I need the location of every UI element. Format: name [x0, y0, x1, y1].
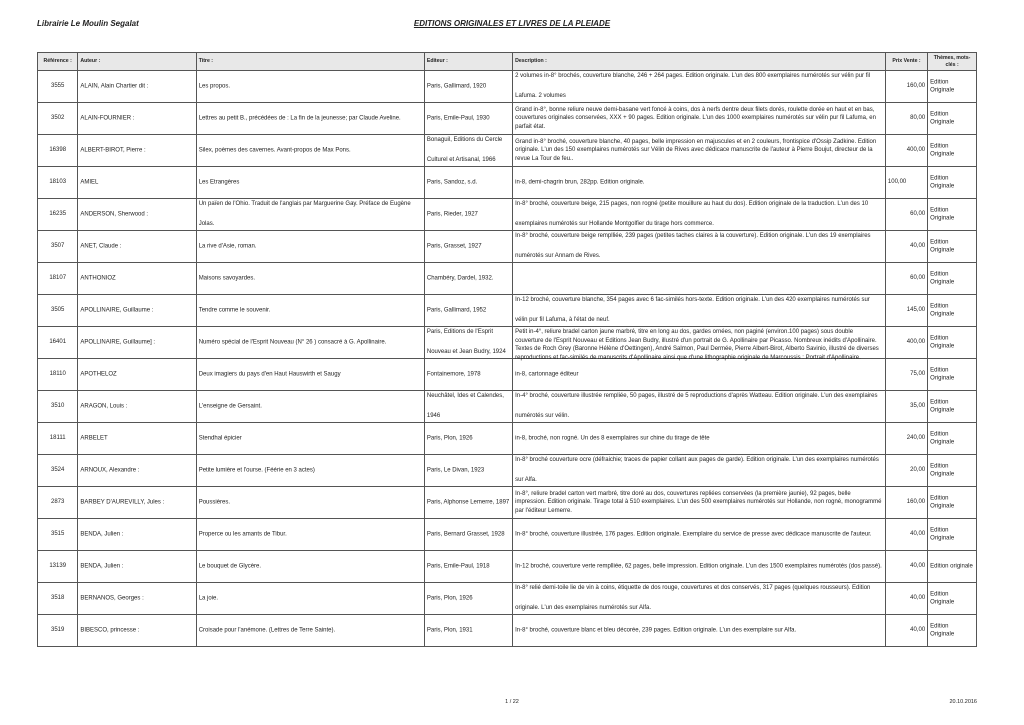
- title-cell-line: Jolas.: [198, 221, 215, 228]
- author-cell-text: ALAIN-FOURNIER :: [80, 115, 135, 122]
- themes-cell: [928, 583, 977, 615]
- themes-cell: [928, 391, 977, 423]
- price-cell: 100,00: [885, 167, 927, 199]
- publisher-cell-text: Paris, Emile-Paul, 1930: [426, 115, 490, 122]
- themes-cell-text: Edition Originale: [930, 398, 955, 414]
- description-cell: [513, 519, 886, 551]
- themes-cell-text: Edition originale: [930, 563, 973, 570]
- reference-cell: 18103: [38, 167, 78, 199]
- table-row: [38, 423, 977, 455]
- author-cell: [78, 263, 196, 295]
- themes-cell-text: Edition Originale: [930, 526, 955, 542]
- themes-cell-text: Edition Originale: [930, 622, 955, 638]
- author-cell-text: ANTHONIOZ: [80, 275, 116, 282]
- table-row: [38, 71, 977, 103]
- publisher-cell: [424, 551, 512, 583]
- description-cell-text: In-8°, reliure bradel carton vert marbré, titre doré au dos, couvertures repliées conservées (la première jaunie), 92 pages, belle impression. Edition originale. Tirage total à 510 exemplaires. L'un des 500 exemplaires numérotés sur Hollande, non rogné, monogrammé par l'éditeur Lemerre.: [515, 490, 882, 514]
- title-cell-text: Petite lumière et l'ourse. (Féérie en 3 actes): [198, 467, 315, 474]
- print-date: 20.10.2016: [949, 699, 977, 705]
- author-cell-text: BENDA, Julien :: [80, 563, 124, 570]
- themes-cell: [928, 263, 977, 295]
- author-cell: [78, 231, 196, 263]
- price-cell: 75,00: [885, 359, 927, 391]
- table-row: [38, 519, 977, 551]
- title-cell-text: Le bouquet de Glycère.: [198, 563, 262, 570]
- themes-cell-text: Edition Originale: [930, 174, 955, 190]
- themes-cell: [928, 423, 977, 455]
- publisher-cell: [424, 199, 512, 231]
- publisher-cell: [424, 231, 512, 263]
- themes-cell: [928, 199, 977, 231]
- author-cell-text: ANDERSON, Sherwood :: [80, 211, 149, 218]
- publisher-cell-line: Bonaguil, Editions du Cercle: [426, 137, 503, 143]
- price-cell: 40,00: [885, 615, 927, 647]
- description-cell: [513, 615, 886, 647]
- reference-cell: 3518: [38, 583, 78, 615]
- themes-cell-text: Edition Originale: [930, 206, 955, 222]
- author-cell: [78, 551, 196, 583]
- publisher-cell: [424, 455, 512, 487]
- title-cell-text: Deux imagiers du pays d'en Haut Hauswirth et Saugy: [198, 371, 341, 378]
- themes-cell: [928, 295, 977, 327]
- publisher-cell-text: Paris, Bernard Grasset, 1928: [426, 531, 505, 538]
- author-cell: [78, 423, 196, 455]
- description-cell-text: in-8, cartonnage éditeur: [515, 371, 579, 378]
- publisher-cell: [424, 423, 512, 455]
- price-cell: 40,00: [885, 551, 927, 583]
- themes-cell: [928, 71, 977, 103]
- author-cell-text: ARBELET: [80, 435, 108, 442]
- reference-cell: 3524: [38, 455, 78, 487]
- reference-cell: 18107: [38, 263, 78, 295]
- description-cell: [513, 327, 886, 362]
- table-row: [38, 487, 977, 519]
- reference-cell: 3505: [38, 295, 78, 327]
- publisher-cell-text: Paris, Plon, 1931: [426, 627, 473, 634]
- author-cell: [78, 135, 196, 167]
- publisher-cell-text: Paris, Rieder, 1927: [426, 211, 478, 218]
- table-row: [38, 327, 977, 359]
- author-cell-text: ALBERT-BIROT, Pierre :: [80, 147, 146, 154]
- description-cell-text: Petit in-4°, reliure bradel carton jaune marbré, titre en long au dos, gardes ornées, non paginé (environ.100 pages) sous double couverture de l'Esprit Nouveau et Editions Jean Budry, illustré d'un portrait de G. Apollinaire par Picasso. Nombreux inédits d'Apollinaire. Textes de Roch Grey (Baronne Hélène d'Oettingen), André Salmon, Paul Dermée, Pierre Albert-Birot, Alberto Savinio, illustré de diverses reproductions et fac-similés de manuscrits d'Apollinaire ainsi que d'une lithographie originale de Marcoussis : Portrait d'Apollinaire.: [515, 329, 879, 362]
- author-cell-text: APOLLINAIRE, Guillaume :: [80, 307, 154, 314]
- description-cell: [513, 295, 886, 327]
- title-cell-text: Stendhal épicier: [198, 435, 242, 442]
- author-cell-text: APOTHELOZ: [80, 371, 117, 378]
- title-cell-text: Numéro spécial de l'Esprit Nouveau (N° 26 ) consacré à G. Apollinaire.: [198, 339, 387, 346]
- title-cell: [196, 615, 424, 647]
- reference-cell: 3502: [38, 103, 78, 135]
- price-cell: 160,00: [885, 487, 927, 519]
- title-cell-text: Les propos.: [198, 83, 231, 90]
- publisher-cell-text: Paris, Sandoz, s.d.: [426, 179, 478, 186]
- column-header-publisher: Editeur :: [424, 53, 512, 71]
- table-header-row: [38, 53, 977, 71]
- publisher-cell: [424, 391, 512, 423]
- author-cell: [78, 391, 196, 423]
- title-cell: [196, 135, 424, 167]
- description-cell: [513, 455, 886, 487]
- title-cell-text: La joie.: [198, 595, 219, 602]
- title-cell-line: Un païen de l'Ohio. Traduit de l'anglais par Marguerine Gay. Préface de Eugène: [198, 201, 411, 207]
- title-cell: [196, 359, 424, 391]
- column-header-description: Description :: [513, 53, 886, 71]
- price-cell: 160,00: [885, 71, 927, 103]
- author-cell-text: BERNANOS, Georges :: [80, 595, 144, 602]
- publisher-cell-text: Chambéry, Dardel, 1932.: [426, 275, 494, 282]
- title-cell-text: L'enseigne de Gersaint.: [198, 403, 262, 410]
- author-cell: [78, 615, 196, 647]
- publisher-cell: [424, 135, 512, 167]
- publisher-cell-line: Culturel et Artisanal, 1966: [426, 157, 496, 164]
- description-cell-line: In-8° broché, couverture beige remplliée, 239 pages (petites taches claires à la couverture). Edition originale. L'un des 19 exemplaires: [515, 233, 871, 239]
- description-cell: [513, 391, 886, 423]
- table-row: [38, 231, 977, 263]
- publisher-cell-text: Paris, Grasset, 1927: [426, 243, 482, 250]
- description-cell-text: In-12 broché, couverture verte remplliée, 62 pages, belle impression. Edition originale. L'un des 1500 exemplaires numérotés (dos passé).: [515, 563, 882, 570]
- description-cell: [513, 103, 886, 135]
- publisher-cell-text: Paris, Gallimard, 1952: [426, 307, 487, 314]
- themes-cell-text: Edition Originale: [930, 270, 955, 286]
- publisher-cell-text: Paris, Gallimard, 1920: [426, 83, 487, 90]
- themes-cell: [928, 135, 977, 167]
- reference-cell: 3515: [38, 519, 78, 551]
- publisher-cell: [424, 263, 512, 295]
- title-cell: [196, 199, 424, 231]
- description-cell-line: In-4° broché, couverture illustrée rempliée, 50 pages, illustré de 5 reproductions d'après Watteau. Edition originale. L'un des exemplaires: [515, 393, 878, 399]
- publisher-cell-line: Nouveau et Jean Budry, 1924: [426, 349, 506, 356]
- title-cell: [196, 455, 424, 487]
- price-cell: 240,00: [885, 423, 927, 455]
- publisher-cell: [424, 327, 512, 359]
- themes-cell-text: Edition Originale: [930, 366, 955, 382]
- table-row: [38, 263, 977, 295]
- publisher-cell-text: Paris, Plon, 1926: [426, 595, 473, 602]
- themes-cell-text: Edition Originale: [930, 430, 955, 446]
- author-cell: [78, 71, 196, 103]
- description-cell: [513, 167, 886, 199]
- themes-cell: [928, 615, 977, 647]
- table-row: [38, 551, 977, 583]
- table-row: [38, 359, 977, 391]
- themes-cell: [928, 519, 977, 551]
- table-row: [38, 583, 977, 615]
- themes-cell: [928, 359, 977, 391]
- description-cell-text: Grand in-8° broché, couverture blanche, 40 pages, belle impression en majuscules et en 2 couleurs, frontispice d'Ossip Zadkine. Edition originale. L'un des 150 exemplaires numérotés sur Vélin de Rives avec dédicace manuscrite de l'auteur à Pierre Boujut, directeur de la revue La Tour de feu..: [515, 138, 877, 162]
- column-header-title: Titre :: [196, 53, 424, 71]
- table-row: [38, 455, 977, 487]
- description-cell: [513, 423, 886, 455]
- reference-cell: 16401: [38, 327, 78, 359]
- publisher-cell: [424, 295, 512, 327]
- title-cell-text: La rive d'Asie, roman.: [198, 243, 257, 250]
- description-cell: [513, 199, 886, 231]
- column-header-reference: Référence :: [38, 53, 78, 71]
- description-cell: [513, 71, 886, 103]
- price-cell: 40,00: [885, 519, 927, 551]
- title-cell: [196, 231, 424, 263]
- table-row: [38, 167, 977, 199]
- publisher-cell: [424, 71, 512, 103]
- themes-cell-text: Edition Originale: [930, 238, 955, 254]
- price-cell: 35,00: [885, 391, 927, 423]
- themes-cell: [928, 551, 977, 583]
- author-cell-text: BARBEY D'AUREVILLY, Jules :: [80, 499, 165, 506]
- reference-cell: 3510: [38, 391, 78, 423]
- themes-cell-text: Edition Originale: [930, 334, 955, 350]
- price-cell: 80,00: [885, 103, 927, 135]
- price-cell: 400,00: [885, 327, 927, 359]
- description-cell-line: In-8° broché, couverture beige, 215 pages, non rogné (petite mouillure au haut du dos). Edition originale de la traduction. L'un des 10: [515, 201, 869, 207]
- description-cell-line: Lafuma. 2 volumes: [515, 93, 566, 100]
- title-cell: [196, 103, 424, 135]
- themes-cell-text: Edition Originale: [930, 78, 955, 94]
- publisher-cell: [424, 487, 512, 519]
- themes-cell-text: Edition Originale: [930, 590, 955, 606]
- title-cell: [196, 71, 424, 103]
- reference-cell: 16398: [38, 135, 78, 167]
- themes-cell-text: Edition Originale: [930, 302, 955, 318]
- description-cell-line: numérotés sur vélin.: [515, 413, 570, 420]
- themes-cell-text: Edition Originale: [930, 462, 955, 478]
- themes-cell-text: Edition Originale: [930, 494, 955, 510]
- author-cell: [78, 103, 196, 135]
- themes-cell: [928, 103, 977, 135]
- publisher-cell: [424, 583, 512, 615]
- title-cell: [196, 391, 424, 423]
- publisher-cell: [424, 103, 512, 135]
- publisher-cell-line: Paris, Editions de l'Esprit: [426, 329, 494, 335]
- publisher-cell-text: Paris, Plon, 1926: [426, 435, 473, 442]
- table-row: [38, 103, 977, 135]
- reference-cell: 2873: [38, 487, 78, 519]
- column-header-themes: Thèmes, mots-clés :: [928, 53, 977, 71]
- price-cell: 400,00: [885, 135, 927, 167]
- themes-cell-text: Edition Originale: [930, 142, 955, 158]
- publisher-cell: [424, 359, 512, 391]
- title-cell-text: Silex, poèmes des cavernes. Avant-propos de Max Pons.: [198, 147, 351, 154]
- title-cell-text: Tendre comme le souvenir.: [198, 307, 271, 314]
- author-cell-text: BIBESCO, princesse :: [80, 627, 140, 634]
- author-cell-text: ANET, Claude :: [80, 243, 122, 250]
- reference-cell: 3519: [38, 615, 78, 647]
- title-cell: [196, 263, 424, 295]
- description-cell: [513, 231, 886, 263]
- reference-cell: 18110: [38, 359, 78, 391]
- publisher-cell: [424, 519, 512, 551]
- author-cell-text: APOLLINAIRE, Guillaume] :: [80, 339, 156, 346]
- author-cell-text: ALAIN, Alain Chartier dit :: [80, 83, 149, 90]
- description-cell-line: In-8° broché couverture ocre (défraichie; traces de papier collant aux pages de garde). Edition originale. L'un des exemplaires numérotés: [515, 457, 879, 463]
- publisher-cell-text: Fontainemore, 1978: [426, 371, 481, 378]
- description-cell-text: In-8° broché, couverture blanc et bleu décorée, 239 pages. Edition originale. L'un des exemplaire sur Alfa.: [515, 627, 797, 634]
- themes-cell: [928, 327, 977, 359]
- title-cell: [196, 519, 424, 551]
- description-cell: [513, 359, 886, 391]
- description-cell-text: in-8, broché, non rogné. Un des 8 exemplaires sur chine du tirage de tête: [515, 435, 710, 442]
- author-cell-text: ARAGON, Louis :: [80, 403, 128, 410]
- title-cell-text: Les Etrangères: [198, 179, 240, 186]
- author-cell: [78, 583, 196, 615]
- author-cell: [78, 519, 196, 551]
- description-cell-text: Grand in-8°, bonne reliure neuve demi-basane vert foncé à coins, dos à nerfs dentre deux filets dorés, roulette dorée en haut et en bas, couvertures originales conservées, XXX + 90 pages. Edition originale. L'un des 1000 exemplaires numérotés sur vélin pur fil Lafuma, en parfait état.: [515, 106, 876, 130]
- title-cell: [196, 423, 424, 455]
- title-cell-text: Croisade pour l'anémone. (Lettres de Terre Sainte).: [198, 627, 336, 634]
- description-cell: [513, 487, 886, 519]
- description-cell-line: In-12 broché, couverture blanche, 354 pages avec 6 fac-similés hors-texte. Edition originale. L'un des 420 exemplaires numérotés sur: [515, 297, 870, 303]
- author-cell: [78, 295, 196, 327]
- author-cell: [78, 455, 196, 487]
- title-cell-text: Maisons savoyardes.: [198, 275, 256, 282]
- title-cell: [196, 583, 424, 615]
- description-cell: [513, 583, 886, 615]
- themes-cell: [928, 487, 977, 519]
- reference-cell: 3507: [38, 231, 78, 263]
- themes-cell: [928, 231, 977, 263]
- title-cell: [196, 551, 424, 583]
- catalogue-table: [37, 52, 977, 647]
- description-cell: [513, 135, 886, 167]
- author-cell: [78, 199, 196, 231]
- author-cell: [78, 327, 196, 359]
- description-cell-line: numérotés sur Annam de Rives.: [515, 253, 601, 260]
- description-cell-text: in-8, demi-chagrin brun, 282pp. Edition originale.: [515, 179, 645, 186]
- publisher-cell-text: Paris, Alphonse Lemerre, 1897: [426, 499, 510, 506]
- reference-cell: 18111: [38, 423, 78, 455]
- themes-cell: [928, 167, 977, 199]
- author-cell: [78, 167, 196, 199]
- description-cell: [513, 263, 886, 295]
- page-number: 1 / 22: [505, 699, 519, 705]
- price-cell: 40,00: [885, 231, 927, 263]
- title-cell-text: Properce ou les amants de Tibur.: [198, 531, 287, 538]
- table-row: [38, 615, 977, 647]
- author-cell: [78, 487, 196, 519]
- price-cell: 60,00: [885, 199, 927, 231]
- price-cell: 60,00: [885, 263, 927, 295]
- reference-cell: 16235: [38, 199, 78, 231]
- title-cell: [196, 295, 424, 327]
- title-cell: [196, 487, 424, 519]
- column-header-author: Auteur :: [78, 53, 196, 71]
- title-cell: [196, 327, 424, 359]
- description-cell-line: In-8° relié demi-toile lie de vin à coins, étiquette de dos rouge, couvertures et dos conservés, 317 pages (quelques rousseurs). Edition: [515, 585, 871, 591]
- price-cell: 20,00: [885, 455, 927, 487]
- author-cell-text: BENDA, Julien :: [80, 531, 124, 538]
- publisher-cell-text: Paris, Emile-Paul, 1918: [426, 563, 490, 570]
- themes-cell: [928, 455, 977, 487]
- publisher-cell: [424, 167, 512, 199]
- reference-cell: 13139: [38, 551, 78, 583]
- publisher-cell-text: Paris, Le Divan, 1923: [426, 467, 485, 474]
- reference-cell: 3555: [38, 71, 78, 103]
- table-row: [38, 295, 977, 327]
- description-cell-text: In-8° broché, couverture illustrée, 176 pages. Edition originale. Exemplaire du service de presse avec dédicace manuscrite de l'auteur.: [515, 531, 872, 538]
- publisher-cell-line: 1946: [426, 413, 441, 420]
- themes-cell-text: Edition Originale: [930, 110, 955, 126]
- table-row: [38, 199, 977, 231]
- document-title: EDITIONS ORIGINALES ET LIVRES DE LA PLEIADE: [413, 19, 611, 28]
- publisher-cell-line: Neuchâtel, Ides et Calendes,: [426, 393, 504, 399]
- shop-name: Librairie Le Moulin Segalat: [37, 19, 139, 28]
- title-cell-text: Poussières.: [198, 499, 231, 506]
- description-cell-line: exemplaires numérotés sur Hollande Montgolfier du tirage hors commerce.: [515, 221, 714, 228]
- author-cell-text: AMIEL: [80, 179, 99, 186]
- publisher-cell: [424, 615, 512, 647]
- description-cell-line: 2 volumes in-8° brochés, couverture blanche, 246 + 264 pages. Edition originale. L'un des 800 exemplaires numérotés sur vélin pur fil: [515, 73, 871, 79]
- table-row: [38, 391, 977, 423]
- price-cell: 145,00: [885, 295, 927, 327]
- author-cell: [78, 359, 196, 391]
- description-cell: [513, 551, 886, 583]
- author-cell-text: ARNOUX, Alexandre :: [80, 467, 140, 474]
- price-cell: 40,00: [885, 583, 927, 615]
- title-cell: [196, 167, 424, 199]
- table-row: [38, 135, 977, 167]
- description-cell-line: sur Alfa.: [515, 477, 537, 484]
- description-cell-line: originale. L'un des exemplaires numérotés sur Alfa.: [515, 605, 652, 612]
- title-cell-text: Lettres au petit B., précédées de : La fin de la jeunesse; par Claude Aveline.: [198, 115, 401, 122]
- column-header-price: Prix Vente :: [885, 53, 927, 71]
- description-cell-line: vélin pur fil Lafuma, à l'état de neuf.: [515, 317, 610, 324]
